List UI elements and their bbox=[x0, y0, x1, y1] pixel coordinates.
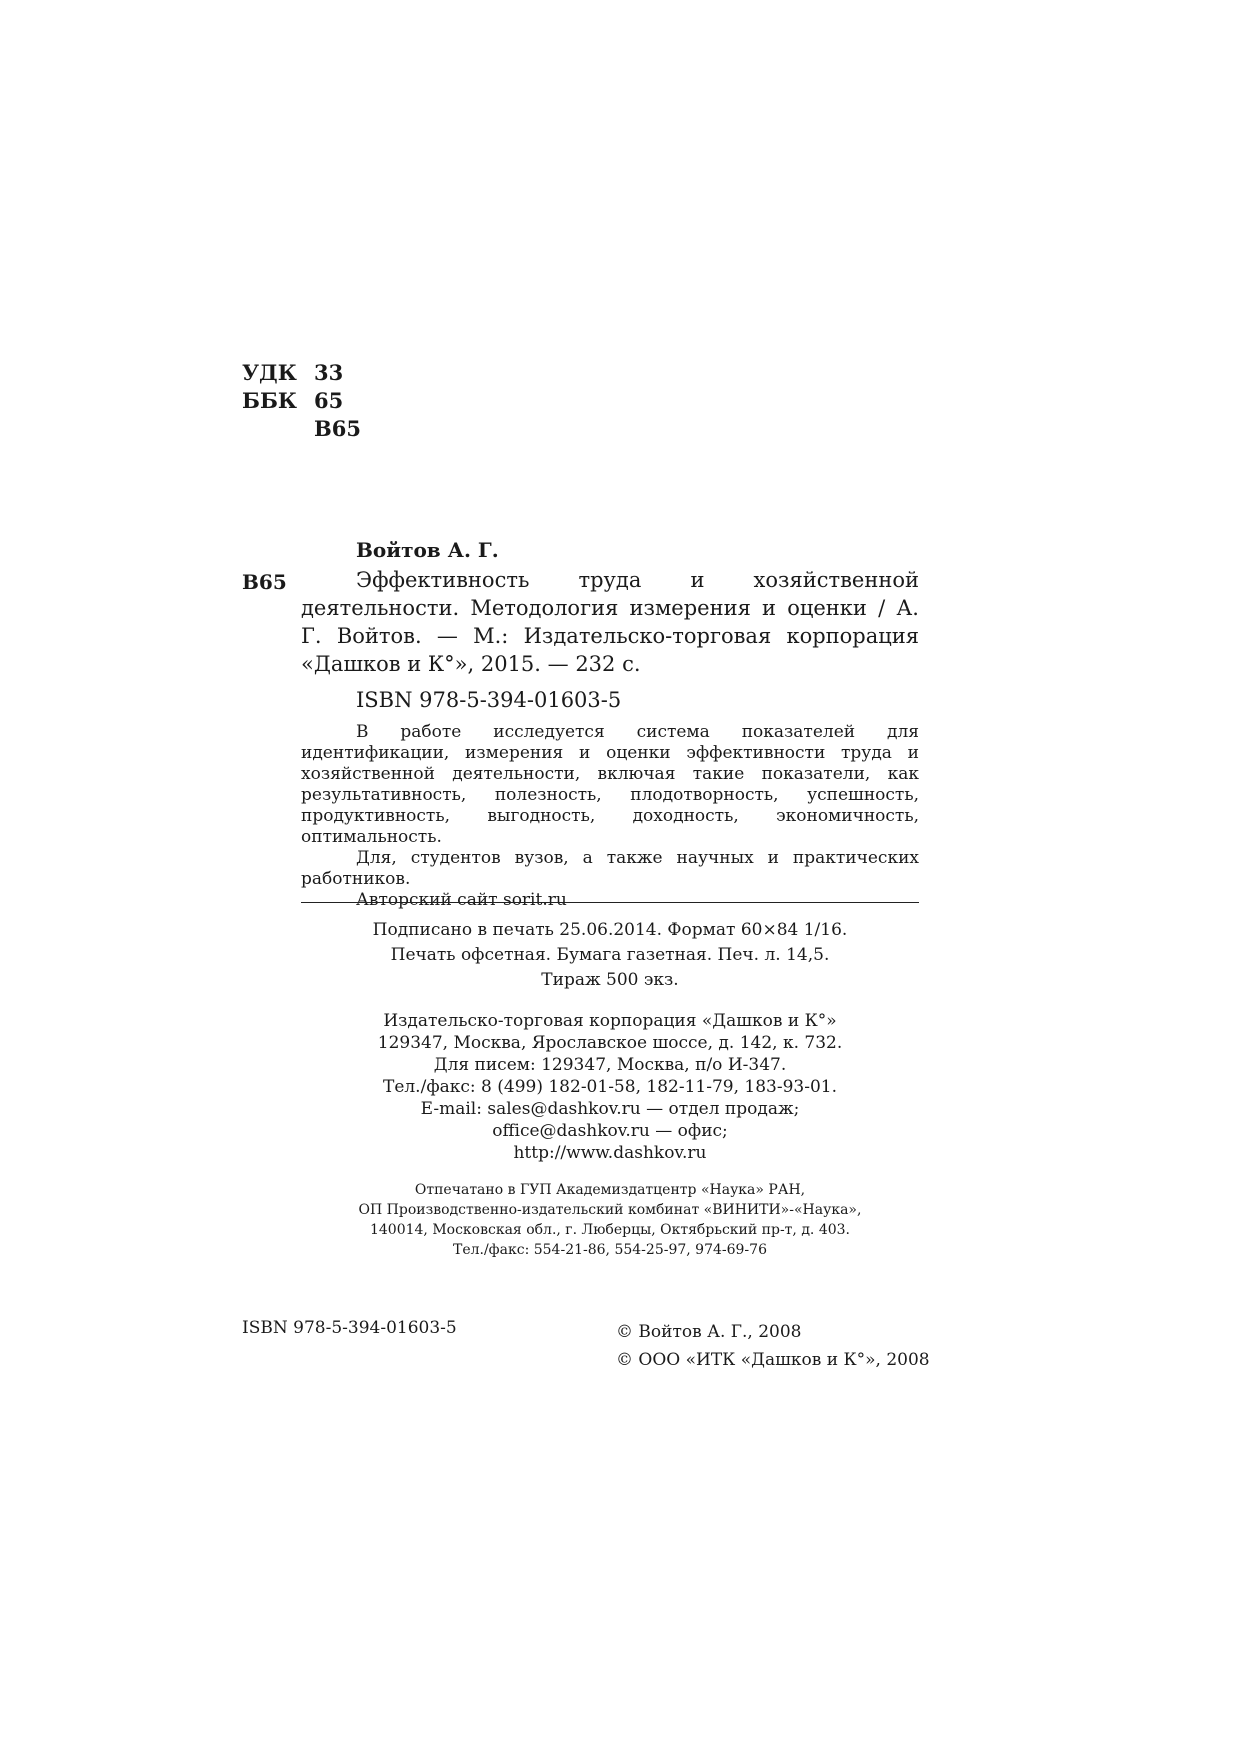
bibliographic-description: Эффективность труда и хозяйственной деятельности. Методология измерения и оценки / А. Г. Войтов. — М.: Издательско-торговая корпорация «Дашков и К°», 2015. — 232 с. bbox=[301, 568, 919, 676]
annotation-audience: Для, студентов вузов, а также научных и практических работников. bbox=[301, 848, 919, 889]
udk-value: 33 bbox=[314, 360, 344, 385]
udk-row bbox=[242, 358, 343, 388]
copyright-block bbox=[616, 1318, 930, 1374]
printer-info bbox=[301, 1180, 919, 1260]
bbk-label: ББК bbox=[242, 388, 297, 413]
printer-line: ОП Производственно-издательский комбинат «ВИНИТИ»-«Наука», bbox=[358, 1202, 862, 1218]
publisher-phone: Тел./факс: 8 (499) 182-01-58, 182-11-79, 183-93-01. bbox=[382, 1077, 837, 1097]
isbn-footer: ISBN 978-5-394-01603-5 bbox=[242, 1318, 457, 1338]
bbk-row bbox=[242, 386, 343, 416]
publisher-info bbox=[301, 1010, 919, 1164]
divider-rule bbox=[301, 902, 919, 903]
print-info-line: Печать офсетная. Бумага газетная. Печ. л. 14,5. bbox=[390, 945, 830, 965]
publisher-email-sales: E-mail: sales@dashkov.ru — отдел продаж; bbox=[420, 1099, 800, 1119]
publisher-mail-address: Для писем: 129347, Москва, п/о И-347. bbox=[433, 1055, 787, 1075]
cutter-mark: В65 bbox=[242, 570, 287, 594]
printer-line: Отпечатано в ГУП Академиздатцентр «Наука» РАН, bbox=[414, 1182, 806, 1198]
annotation-paragraph: В работе исследуется система показателей для идентификации, измерения и оценки эффективности труда и хозяйственной деятельности, включая такие показатели, как результативность, полезность, плодотворность, успешность, продуктивность, выгодность, доходность, экономичность, оптимальность. bbox=[301, 722, 919, 847]
cutter-code: В65 bbox=[314, 416, 361, 441]
publisher-address: 129347, Москва, Ярославское шоссе, д. 142, к. 732. bbox=[377, 1033, 843, 1053]
copyright-author: © Войтов А. Г., 2008 bbox=[616, 1322, 802, 1342]
print-info bbox=[301, 918, 919, 993]
annotation-website: Авторский сайт sorit.ru bbox=[356, 890, 567, 910]
author-heading: Войтов А. Г. bbox=[356, 538, 499, 562]
publisher-email-office: office@dashkov.ru — офис; bbox=[492, 1121, 728, 1141]
cutter-code-row bbox=[242, 414, 361, 444]
publisher-name: Издательско-торговая корпорация «Дашков и К°» bbox=[383, 1011, 837, 1031]
print-info-line: Подписано в печать 25.06.2014. Формат 60×84 1/16. bbox=[372, 920, 848, 940]
udk-label: УДК bbox=[242, 360, 297, 385]
publisher-website: http://www.dashkov.ru bbox=[513, 1143, 707, 1163]
printer-line: Тел./факс: 554-21-86, 554-25-97, 974-69-76 bbox=[453, 1242, 767, 1258]
bbk-value: 65 bbox=[314, 388, 344, 413]
copyright-publisher: © ООО «ИТК «Дашков и К°», 2008 bbox=[616, 1350, 930, 1370]
print-info-line: Тираж 500 экз. bbox=[541, 970, 679, 990]
printer-line: 140014, Московская обл., г. Люберцы, Октябрьский пр-т, д. 403. bbox=[369, 1222, 851, 1238]
annotation bbox=[301, 722, 919, 911]
isbn-main: ISBN 978-5-394-01603-5 bbox=[356, 688, 622, 712]
